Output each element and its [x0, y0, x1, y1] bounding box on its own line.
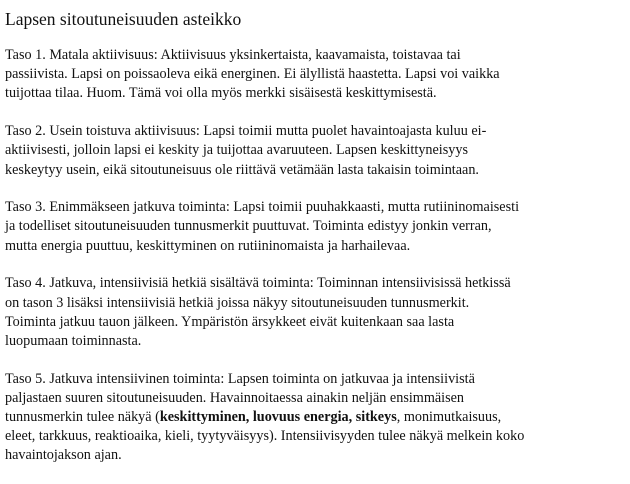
- level-5-line-3: [5, 408, 625, 427]
- level-3-line-3: mutta energia puuttuu, keskittyminen on rutiininomaista ja harhailevaa.: [5, 237, 411, 254]
- level-5-bold-criteria: keskittyminen, luovuus energia, sitkeys: [159, 409, 397, 426]
- level-4-line-3: Toiminta jatkuu tauon jälkeen. Ympäristön ärsykkeet eivät kuitenkaan saa lasta: [5, 313, 455, 330]
- level-4-line-4: luopumaan toiminnasta.: [5, 332, 142, 349]
- level-1-line-3: tuijottaa tilaa. Huom. Tämä voi olla myös merkki sisäisestä keskittymisestä.: [5, 85, 437, 102]
- level-2-line-1: Taso 2. Usein toistuva aktiivisuus: Lapsi toimii mutta puolet havaintoajasta kuluu ei-: [5, 123, 487, 140]
- level-5-line-4: eleet, tarkkuus, reaktioaika, kieli, tyytyväisyys). Intensiivisyyden tulee näkyä melkein koko: [5, 428, 525, 445]
- level-2-line-3: keskeytyy usein, eikä sitoutuneisuus ole riittävä vetämään lasta takaisin toimintaan.: [5, 161, 479, 178]
- level-4-paragraph: [5, 274, 625, 351]
- level-4-line-1: Taso 4. Jatkuva, intensiivisiä hetkiä sisältävä toiminta: Toiminnan intensiivisissä hetkissä: [5, 275, 511, 292]
- level-4-line-2: on tason 3 lisäksi intensiivisiä hetkiä joissa näkyy sitoutuneisuuden tunnusmerkit.: [5, 294, 470, 311]
- level-5-line-3-start: tunnusmerkin tulee näkyä (: [5, 409, 160, 426]
- level-5-paragraph: [5, 370, 625, 466]
- level-3-line-1: Taso 3. Enimmäkseen jatkuva toiminta: Lapsi toimii puuhakkaasti, mutta rutiininomaisesti: [5, 199, 520, 216]
- level-3-line-2: ja todelliset sitoutuneisuuden tunnusmerkit puuttuvat. Toiminta edistyy jonkin verran,: [5, 218, 492, 235]
- level-2-line-2: aktiivisesti, jolloin lapsi ei keskity ja tuijottaa avaruuteen. Lapsen keskittyneisyys: [5, 142, 468, 159]
- level-5-line-5: havaintojakson ajan.: [5, 447, 122, 464]
- level-5-line-2: paljastaen suuren sitoutuneisuuden. Havainnoitaessa ainakin neljän ensimmäisen: [5, 389, 465, 406]
- level-3-paragraph: [5, 198, 625, 256]
- level-5-line-1: Taso 5. Jatkuva intensiivinen toiminta: Lapsen toiminta on jatkuvaa ja intensiivistä: [5, 370, 475, 387]
- document-title: Lapsen sitoutuneisuuden asteikko: [5, 9, 242, 29]
- document: [5, 8, 625, 484]
- level-1-line-1: Taso 1. Matala aktiivisuus: Aktiivisuus yksinkertaista, kaavamaista, toistavaa tai: [5, 47, 461, 63]
- level-1-line-2: passiivista. Lapsi on poissaoleva eikä energinen. Ei älyllistä haastetta. Lapsi voi vaikka: [5, 66, 500, 83]
- level-5-line-3-end: , monimutkaisuus,: [396, 409, 502, 426]
- level-2-paragraph: [5, 122, 625, 180]
- level-1-paragraph: [5, 46, 625, 104]
